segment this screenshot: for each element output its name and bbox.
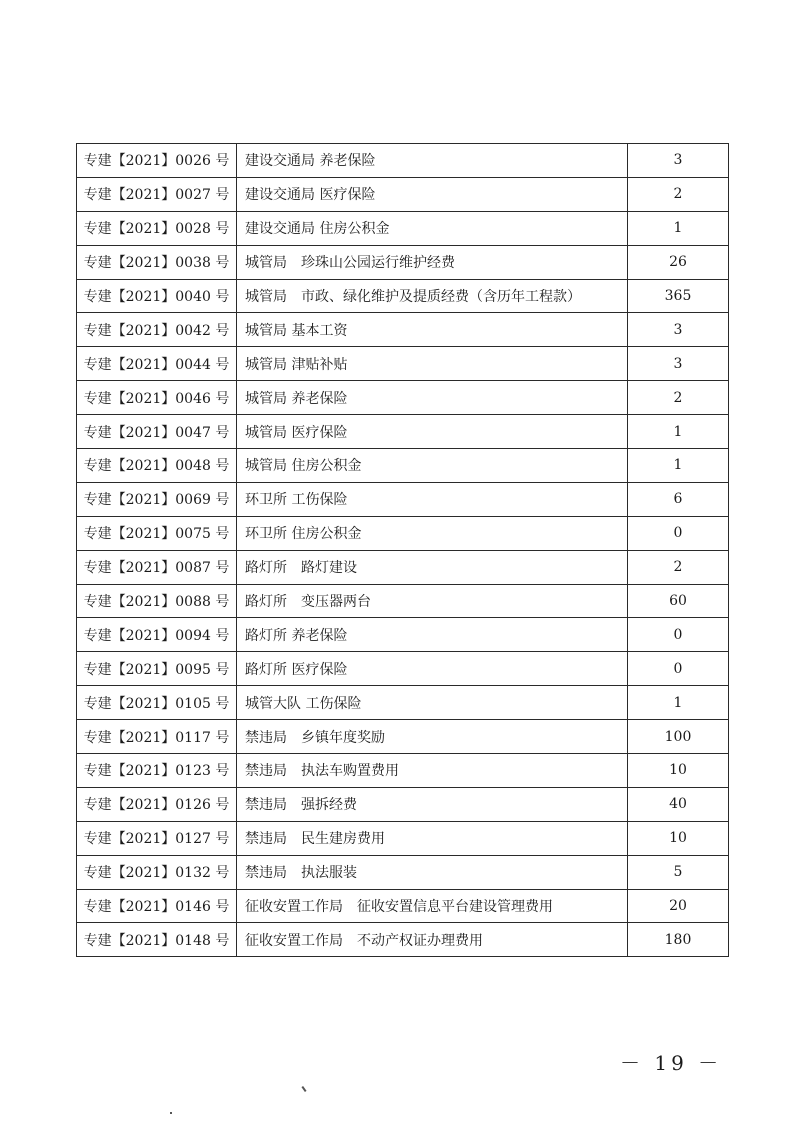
table-row [77, 652, 729, 686]
project-description-cell: 征收安置工作局 不动产权证办理费用 [237, 923, 628, 957]
document-code-cell: 专建【2021】0117 号 [77, 720, 237, 754]
amount-cell: 2 [628, 177, 729, 211]
project-description-cell: 城管局 珍珠山公园运行维护经费 [237, 245, 628, 279]
project-description-cell: 城管局 医疗保险 [237, 415, 628, 449]
document-code-cell: 专建【2021】0027 号 [77, 177, 237, 211]
amount-cell: 2 [628, 381, 729, 415]
table-row [77, 449, 729, 483]
document-code-cell: 专建【2021】0127 号 [77, 821, 237, 855]
project-description-cell: 城管局 住房公积金 [237, 449, 628, 483]
table-row [77, 889, 729, 923]
page-number: － 19 － [620, 1051, 723, 1075]
table-row [77, 720, 729, 754]
table-row [77, 923, 729, 957]
project-description-cell: 城管局 市政、绿化维护及提质经费（含历年工程款） [237, 279, 628, 313]
table-row [77, 177, 729, 211]
project-description-cell: 建设交通局 医疗保险 [237, 177, 628, 211]
table-row [77, 618, 729, 652]
amount-cell: 26 [628, 245, 729, 279]
project-description-cell: 禁违局 执法车购置费用 [237, 754, 628, 788]
amount-cell: 3 [628, 313, 729, 347]
document-code-cell: 专建【2021】0126 号 [77, 787, 237, 821]
document-code-cell: 专建【2021】0094 号 [77, 618, 237, 652]
table-row [77, 855, 729, 889]
document-code-cell: 专建【2021】0042 号 [77, 313, 237, 347]
document-code-cell: 专建【2021】0123 号 [77, 754, 237, 788]
project-description-cell: 路灯所 养老保险 [237, 618, 628, 652]
document-code-cell: 专建【2021】0040 号 [77, 279, 237, 313]
project-description-cell: 禁违局 乡镇年度奖励 [237, 720, 628, 754]
amount-cell: 0 [628, 652, 729, 686]
project-description-cell: 城管局 津贴补贴 [237, 347, 628, 381]
table-row [77, 754, 729, 788]
scan-speck [170, 1112, 172, 1114]
project-description-cell: 路灯所 医疗保险 [237, 652, 628, 686]
project-description-cell: 建设交通局 养老保险 [237, 144, 628, 178]
document-code-cell: 专建【2021】0075 号 [77, 516, 237, 550]
document-code-cell: 专建【2021】0047 号 [77, 415, 237, 449]
table-row [77, 279, 729, 313]
document-code-cell: 专建【2021】0046 号 [77, 381, 237, 415]
project-description-cell: 城管局 基本工资 [237, 313, 628, 347]
table-row [77, 787, 729, 821]
document-code-cell: 专建【2021】0095 号 [77, 652, 237, 686]
table-row [77, 144, 729, 178]
document-code-cell: 专建【2021】0028 号 [77, 211, 237, 245]
document-code-cell: 专建【2021】0132 号 [77, 855, 237, 889]
funding-table [76, 143, 729, 957]
project-description-cell: 禁违局 民生建房费用 [237, 821, 628, 855]
table-row [77, 347, 729, 381]
table-body [77, 144, 729, 957]
scan-speck [301, 1086, 306, 1092]
amount-cell: 180 [628, 923, 729, 957]
document-code-cell: 专建【2021】0146 号 [77, 889, 237, 923]
document-code-cell: 专建【2021】0038 号 [77, 245, 237, 279]
amount-cell: 0 [628, 516, 729, 550]
amount-cell: 1 [628, 415, 729, 449]
project-description-cell: 城管大队 工伤保险 [237, 686, 628, 720]
document-code-cell: 专建【2021】0026 号 [77, 144, 237, 178]
amount-cell: 10 [628, 754, 729, 788]
amount-cell: 1 [628, 449, 729, 483]
amount-cell: 365 [628, 279, 729, 313]
project-description-cell: 环卫所 住房公积金 [237, 516, 628, 550]
table-row [77, 821, 729, 855]
project-description-cell: 建设交通局 住房公积金 [237, 211, 628, 245]
amount-cell: 0 [628, 618, 729, 652]
amount-cell: 100 [628, 720, 729, 754]
amount-cell: 40 [628, 787, 729, 821]
document-code-cell: 专建【2021】0069 号 [77, 482, 237, 516]
table-row [77, 516, 729, 550]
amount-cell: 3 [628, 144, 729, 178]
amount-cell: 1 [628, 211, 729, 245]
amount-cell: 6 [628, 482, 729, 516]
amount-cell: 10 [628, 821, 729, 855]
document-code-cell: 专建【2021】0044 号 [77, 347, 237, 381]
table-row [77, 550, 729, 584]
table-row [77, 245, 729, 279]
project-description-cell: 禁违局 强拆经费 [237, 787, 628, 821]
amount-cell: 3 [628, 347, 729, 381]
document-code-cell: 专建【2021】0087 号 [77, 550, 237, 584]
document-code-cell: 专建【2021】0088 号 [77, 584, 237, 618]
document-code-cell: 专建【2021】0105 号 [77, 686, 237, 720]
project-description-cell: 城管局 养老保险 [237, 381, 628, 415]
table-row [77, 686, 729, 720]
amount-cell: 60 [628, 584, 729, 618]
document-code-cell: 专建【2021】0048 号 [77, 449, 237, 483]
table-row [77, 211, 729, 245]
document-code-cell: 专建【2021】0148 号 [77, 923, 237, 957]
amount-cell: 5 [628, 855, 729, 889]
project-description-cell: 路灯所 变压器两台 [237, 584, 628, 618]
project-description-cell: 征收安置工作局 征收安置信息平台建设管理费用 [237, 889, 628, 923]
amount-cell: 2 [628, 550, 729, 584]
table-row [77, 482, 729, 516]
amount-cell: 1 [628, 686, 729, 720]
project-description-cell: 环卫所 工伤保险 [237, 482, 628, 516]
table-row [77, 313, 729, 347]
table-row [77, 381, 729, 415]
project-description-cell: 路灯所 路灯建设 [237, 550, 628, 584]
amount-cell: 20 [628, 889, 729, 923]
project-description-cell: 禁违局 执法服装 [237, 855, 628, 889]
table-row [77, 415, 729, 449]
table-row [77, 584, 729, 618]
